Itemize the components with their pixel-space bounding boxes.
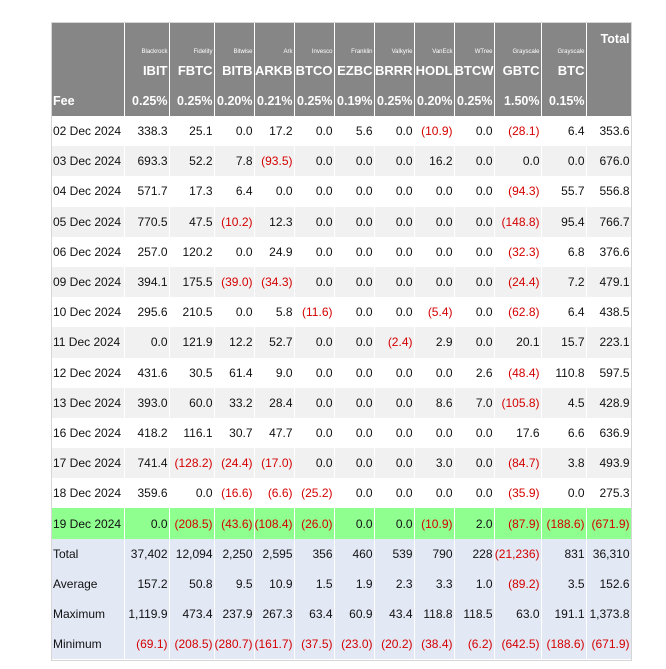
fee-cell: 0.25% <box>294 86 334 116</box>
flow-cell: 20.1 <box>494 327 541 357</box>
ticker-header: BTCO <box>294 55 334 86</box>
row-total-cell: 676.0 <box>586 146 631 176</box>
row-date: 10 Dec 2024 <box>51 297 124 327</box>
summary-cell: 539 <box>374 539 414 569</box>
flow-cell: 0.0 <box>254 176 294 206</box>
flow-cell: 5.6 <box>334 116 374 146</box>
flow-cell: 295.6 <box>124 297 169 327</box>
flow-cell: 0.0 <box>454 448 494 478</box>
summary-cell: (37.5) <box>294 629 334 659</box>
flow-cell: 110.8 <box>541 358 586 388</box>
flow-cell: 0.0 <box>294 176 334 206</box>
table-row <box>51 358 631 388</box>
row-date: 09 Dec 2024 <box>51 267 124 297</box>
table-row-highlighted <box>51 508 631 538</box>
row-date: 12 Dec 2024 <box>51 358 124 388</box>
flow-cell: (11.6) <box>294 297 334 327</box>
flow-cell: 0.0 <box>414 267 454 297</box>
row-date: 04 Dec 2024 <box>51 176 124 206</box>
summary-cell: 831 <box>541 539 586 569</box>
flow-cell: 24.9 <box>254 237 294 267</box>
flow-cell: 0.0 <box>334 176 374 206</box>
flow-cell: 47.5 <box>169 207 214 237</box>
summary-cell: (6.2) <box>454 629 494 659</box>
issuer-header: Franklin <box>334 22 374 55</box>
table-row <box>51 297 631 327</box>
summary-cell: 1.5 <box>294 569 334 599</box>
fee-total-blank <box>586 86 631 116</box>
flow-cell: 47.7 <box>254 418 294 448</box>
summary-cell: 63.4 <box>294 599 334 629</box>
flow-cell: 0.0 <box>334 297 374 327</box>
summary-cell: 9.5 <box>214 569 254 599</box>
flow-cell: 0.0 <box>414 478 454 508</box>
flow-cell: 17.3 <box>169 176 214 206</box>
flow-cell: 52.7 <box>254 327 294 357</box>
ticker-header: GBTC <box>494 55 541 86</box>
flow-cell: 9.0 <box>254 358 294 388</box>
fee-cell: 0.15% <box>541 86 586 116</box>
flow-cell: 7.8 <box>214 146 254 176</box>
summary-cell: 2,595 <box>254 539 294 569</box>
summary-cell: 63.0 <box>494 599 541 629</box>
summary-cell: 267.3 <box>254 599 294 629</box>
flow-cell: 95.4 <box>541 207 586 237</box>
flow-cell: 61.4 <box>214 358 254 388</box>
flow-cell: 0.0 <box>334 327 374 357</box>
summary-cell: 152.6 <box>586 569 631 599</box>
flow-cell: 25.1 <box>169 116 214 146</box>
header-row-fees <box>51 86 631 116</box>
flow-cell: 4.5 <box>541 388 586 418</box>
issuer-header: Blackrock <box>124 22 169 55</box>
summary-cell: 3.3 <box>414 569 454 599</box>
summary-row-minimum <box>51 629 631 659</box>
table-row <box>51 267 631 297</box>
flow-cell: (10.9) <box>414 508 454 538</box>
ticker-header: BITB <box>214 55 254 86</box>
flow-cell: (2.4) <box>374 327 414 357</box>
summary-cell: (20.2) <box>374 629 414 659</box>
flow-cell: 0.0 <box>294 327 334 357</box>
issuer-header: Invesco <box>294 22 334 55</box>
flow-cell: 55.7 <box>541 176 586 206</box>
summary-cell: 37,402 <box>124 539 169 569</box>
flow-cell: 0.0 <box>414 207 454 237</box>
summary-cell: (38.4) <box>414 629 454 659</box>
row-date: 16 Dec 2024 <box>51 418 124 448</box>
flow-cell: 0.0 <box>294 388 334 418</box>
flow-cell: 0.0 <box>374 237 414 267</box>
flow-cell: 0.0 <box>374 297 414 327</box>
row-date: 18 Dec 2024 <box>51 478 124 508</box>
flow-cell: 0.0 <box>454 327 494 357</box>
summary-label: Minimum <box>51 629 124 659</box>
flow-cell: (6.6) <box>254 478 294 508</box>
row-date: 11 Dec 2024 <box>51 327 124 357</box>
row-total-cell: 766.7 <box>586 207 631 237</box>
row-date: 05 Dec 2024 <box>51 207 124 237</box>
flow-cell: 0.0 <box>294 448 334 478</box>
flow-cell: 0.0 <box>294 146 334 176</box>
flow-cell: 257.0 <box>124 237 169 267</box>
ticker-header: IBIT <box>124 55 169 86</box>
summary-cell: 118.8 <box>414 599 454 629</box>
flow-cell: 30.5 <box>169 358 214 388</box>
fee-cell: 1.50% <box>494 86 541 116</box>
flow-cell: 33.2 <box>214 388 254 418</box>
flow-cell: 0.0 <box>454 478 494 508</box>
fee-cell: 0.20% <box>214 86 254 116</box>
flow-cell: (105.8) <box>494 388 541 418</box>
flow-cell: 0.0 <box>454 418 494 448</box>
flow-cell: 3.8 <box>541 448 586 478</box>
flow-cell: (148.8) <box>494 207 541 237</box>
row-total-cell: 353.6 <box>586 116 631 146</box>
table-row <box>51 116 631 146</box>
flow-cell: 0.0 <box>334 418 374 448</box>
flow-cell: 0.0 <box>374 146 414 176</box>
flow-cell: (94.3) <box>494 176 541 206</box>
row-date: 19 Dec 2024 <box>51 508 124 538</box>
flow-cell: 30.7 <box>214 418 254 448</box>
flow-cell: 210.5 <box>169 297 214 327</box>
summary-label: Average <box>51 569 124 599</box>
flow-cell: 2.6 <box>454 358 494 388</box>
flow-cell: 12.2 <box>214 327 254 357</box>
flow-cell: 0.0 <box>414 358 454 388</box>
issuer-header: Grayscale <box>541 22 586 55</box>
flow-cell: 0.0 <box>124 327 169 357</box>
flow-cell: 0.0 <box>294 116 334 146</box>
fee-cell: 0.25% <box>124 86 169 116</box>
ticker-header: FBTC <box>169 55 214 86</box>
total-column-header-blank <box>586 55 631 86</box>
summary-cell: 191.1 <box>541 599 586 629</box>
table-row <box>51 448 631 478</box>
flow-cell: 0.0 <box>374 448 414 478</box>
flow-cell: 0.0 <box>454 146 494 176</box>
summary-row-total <box>51 539 631 569</box>
row-date: 03 Dec 2024 <box>51 146 124 176</box>
summary-cell: 12,094 <box>169 539 214 569</box>
flow-cell: 0.0 <box>334 448 374 478</box>
table-row <box>51 478 631 508</box>
fee-cell: 0.25% <box>454 86 494 116</box>
flow-cell: (208.5) <box>169 508 214 538</box>
table-row <box>51 237 631 267</box>
flow-cell: 0.0 <box>294 237 334 267</box>
header-row-issuers <box>51 22 631 55</box>
flow-cell: 0.0 <box>374 176 414 206</box>
flow-cell: (25.2) <box>294 478 334 508</box>
issuer-header: Ark <box>254 22 294 55</box>
flow-cell: (39.0) <box>214 267 254 297</box>
flow-cell: 17.6 <box>494 418 541 448</box>
flow-cell: 0.0 <box>374 267 414 297</box>
flow-cell: 7.2 <box>541 267 586 297</box>
issuer-header: WTree <box>454 22 494 55</box>
table-row <box>51 327 631 357</box>
flow-cell: 0.0 <box>294 358 334 388</box>
summary-cell: 10.9 <box>254 569 294 599</box>
summary-cell: (89.2) <box>494 569 541 599</box>
summary-cell: 473.4 <box>169 599 214 629</box>
flow-cell: (16.6) <box>214 478 254 508</box>
flow-cell: 0.0 <box>374 116 414 146</box>
ticker-header: BTCW <box>454 55 494 86</box>
summary-label: Maximum <box>51 599 124 629</box>
issuer-header: Fidelity <box>169 22 214 55</box>
fee-cell: 0.25% <box>374 86 414 116</box>
row-date: 02 Dec 2024 <box>51 116 124 146</box>
row-date: 17 Dec 2024 <box>51 448 124 478</box>
flow-cell: (24.4) <box>494 267 541 297</box>
flow-cell: (188.6) <box>541 508 586 538</box>
row-total-cell: 493.9 <box>586 448 631 478</box>
summary-cell: (161.7) <box>254 629 294 659</box>
summary-cell: 118.5 <box>454 599 494 629</box>
flow-cell: 0.0 <box>454 176 494 206</box>
flow-cell: 116.1 <box>169 418 214 448</box>
row-total-cell: 597.5 <box>586 358 631 388</box>
summary-cell: 50.8 <box>169 569 214 599</box>
flow-cell: 6.8 <box>541 237 586 267</box>
row-total-cell: 438.5 <box>586 297 631 327</box>
flow-cell: 0.0 <box>374 207 414 237</box>
summary-cell: (21,236) <box>494 539 541 569</box>
summary-cell: 1.9 <box>334 569 374 599</box>
row-total-cell: 428.9 <box>586 388 631 418</box>
summary-cell: 43.4 <box>374 599 414 629</box>
flow-cell: 338.3 <box>124 116 169 146</box>
fee-cell: 0.25% <box>169 86 214 116</box>
flow-cell: (5.4) <box>414 297 454 327</box>
summary-cell: 3.5 <box>541 569 586 599</box>
flow-cell: 393.0 <box>124 388 169 418</box>
total-column-header: Total <box>586 22 631 55</box>
summary-cell: 1.0 <box>454 569 494 599</box>
flow-cell: 8.6 <box>414 388 454 418</box>
flow-cell: 0.0 <box>334 237 374 267</box>
flow-cell: 175.5 <box>169 267 214 297</box>
issuer-header: VanEck <box>414 22 454 55</box>
summary-cell: (642.5) <box>494 629 541 659</box>
flow-cell: 418.2 <box>124 418 169 448</box>
flow-cell: (84.7) <box>494 448 541 478</box>
summary-cell: 228 <box>454 539 494 569</box>
header-row-tickers <box>51 55 631 86</box>
flow-cell: 0.0 <box>334 146 374 176</box>
flow-cell: 0.0 <box>374 508 414 538</box>
summary-cell: 157.2 <box>124 569 169 599</box>
summary-label: Total <box>51 539 124 569</box>
flow-cell: 12.3 <box>254 207 294 237</box>
row-total-cell: 556.8 <box>586 176 631 206</box>
flow-cell: 0.0 <box>169 478 214 508</box>
flow-cell: 0.0 <box>454 267 494 297</box>
flow-cell: 7.0 <box>454 388 494 418</box>
table-row <box>51 418 631 448</box>
flow-cell: 0.0 <box>294 267 334 297</box>
ticker-header: BRRR <box>374 55 414 86</box>
flow-cell: (26.0) <box>294 508 334 538</box>
flow-cell: 120.2 <box>169 237 214 267</box>
row-date: 06 Dec 2024 <box>51 237 124 267</box>
flow-cell: 6.4 <box>541 116 586 146</box>
table-row <box>51 146 631 176</box>
issuer-header: Bitwise <box>214 22 254 55</box>
ticker-header: ARKB <box>254 55 294 86</box>
etf-flow-table <box>51 22 632 659</box>
flow-cell: (17.0) <box>254 448 294 478</box>
flow-cell: (108.4) <box>254 508 294 538</box>
flow-cell: 0.0 <box>541 146 586 176</box>
flow-cell: 5.8 <box>254 297 294 327</box>
flow-cell: 394.1 <box>124 267 169 297</box>
flow-cell: (32.3) <box>494 237 541 267</box>
summary-cell: 36,310 <box>586 539 631 569</box>
flow-cell: 0.0 <box>541 478 586 508</box>
flow-cell: (93.5) <box>254 146 294 176</box>
flow-cell: 28.4 <box>254 388 294 418</box>
flow-cell: 0.0 <box>374 478 414 508</box>
flow-cell: (48.4) <box>494 358 541 388</box>
fee-cell: 0.20% <box>414 86 454 116</box>
ticker-header: EZBC <box>334 55 374 86</box>
flow-cell: 0.0 <box>294 418 334 448</box>
flow-cell: 0.0 <box>374 358 414 388</box>
flow-cell: 0.0 <box>334 388 374 418</box>
flow-cell: 0.0 <box>454 116 494 146</box>
summary-cell: 460 <box>334 539 374 569</box>
flow-cell: 0.0 <box>454 207 494 237</box>
issuer-header: Grayscale <box>494 22 541 55</box>
fee-label: Fee <box>51 86 124 116</box>
ticker-header: HODL <box>414 55 454 86</box>
flow-cell: 0.0 <box>214 237 254 267</box>
row-total-cell: (671.9) <box>586 508 631 538</box>
summary-cell: (188.6) <box>541 629 586 659</box>
flow-cell: 2.9 <box>414 327 454 357</box>
table-row <box>51 176 631 206</box>
flow-cell: 0.0 <box>334 478 374 508</box>
flow-cell: 0.0 <box>334 508 374 538</box>
flow-cell: 0.0 <box>334 207 374 237</box>
summary-cell: (69.1) <box>124 629 169 659</box>
summary-cell: (23.0) <box>334 629 374 659</box>
flow-cell: 52.2 <box>169 146 214 176</box>
row-total-cell: 479.1 <box>586 267 631 297</box>
ticker-header: BTC <box>541 55 586 86</box>
fee-cell: 0.21% <box>254 86 294 116</box>
summary-cell: 356 <box>294 539 334 569</box>
flow-cell: 0.0 <box>374 388 414 418</box>
flow-cell: 2.0 <box>454 508 494 538</box>
flow-cell: 0.0 <box>454 237 494 267</box>
flow-cell: (10.9) <box>414 116 454 146</box>
flow-cell: 60.0 <box>169 388 214 418</box>
issuer-header: Valkyrie <box>374 22 414 55</box>
flow-cell: 0.0 <box>414 237 454 267</box>
row-total-cell: 275.3 <box>586 478 631 508</box>
flow-cell: 6.4 <box>214 176 254 206</box>
summary-row-average <box>51 569 631 599</box>
flow-cell: 0.0 <box>334 267 374 297</box>
flow-cell: 693.3 <box>124 146 169 176</box>
flow-cell: 0.0 <box>334 358 374 388</box>
flow-cell: (10.2) <box>214 207 254 237</box>
row-total-cell: 376.6 <box>586 237 631 267</box>
summary-cell: 60.9 <box>334 599 374 629</box>
flow-cell: 17.2 <box>254 116 294 146</box>
flow-cell: 0.0 <box>214 116 254 146</box>
flow-cell: (128.2) <box>169 448 214 478</box>
flow-cell: 15.7 <box>541 327 586 357</box>
flow-cell: (34.3) <box>254 267 294 297</box>
flow-cell: 6.4 <box>541 297 586 327</box>
flow-cell: (24.4) <box>214 448 254 478</box>
summary-cell: 2,250 <box>214 539 254 569</box>
flow-cell: (35.9) <box>494 478 541 508</box>
table-row <box>51 207 631 237</box>
flow-cell: 16.2 <box>414 146 454 176</box>
flow-cell: (62.8) <box>494 297 541 327</box>
flow-cell: 431.6 <box>124 358 169 388</box>
flow-cell: 0.0 <box>214 297 254 327</box>
row-total-cell: 223.1 <box>586 327 631 357</box>
fee-cell: 0.19% <box>334 86 374 116</box>
flow-cell: 359.6 <box>124 478 169 508</box>
flow-cell: 0.0 <box>294 207 334 237</box>
flow-cell: 3.0 <box>414 448 454 478</box>
summary-cell: (280.7) <box>214 629 254 659</box>
flow-cell: 0.0 <box>414 176 454 206</box>
flow-cell: 0.0 <box>124 508 169 538</box>
flow-cell: 741.4 <box>124 448 169 478</box>
row-date: 13 Dec 2024 <box>51 388 124 418</box>
summary-cell: 1,119.9 <box>124 599 169 629</box>
summary-cell: 237.9 <box>214 599 254 629</box>
summary-cell: 790 <box>414 539 454 569</box>
header-corner-cell <box>51 22 124 55</box>
flow-cell: 0.0 <box>454 297 494 327</box>
flow-cell: 0.0 <box>494 146 541 176</box>
summary-cell: (671.9) <box>586 629 631 659</box>
summary-cell: 2.3 <box>374 569 414 599</box>
flow-cell: 0.0 <box>374 418 414 448</box>
flow-cell: (43.6) <box>214 508 254 538</box>
summary-row-maximum <box>51 599 631 629</box>
flow-cell: (87.9) <box>494 508 541 538</box>
summary-cell: 1,373.8 <box>586 599 631 629</box>
flow-cell: 121.9 <box>169 327 214 357</box>
flow-cell: 571.7 <box>124 176 169 206</box>
flow-cell: (28.1) <box>494 116 541 146</box>
header-corner-cell <box>51 55 124 86</box>
flow-cell: 0.0 <box>414 418 454 448</box>
row-total-cell: 636.9 <box>586 418 631 448</box>
summary-cell: (208.5) <box>169 629 214 659</box>
flow-cell: 770.5 <box>124 207 169 237</box>
table-row <box>51 388 631 418</box>
flow-cell: 6.6 <box>541 418 586 448</box>
